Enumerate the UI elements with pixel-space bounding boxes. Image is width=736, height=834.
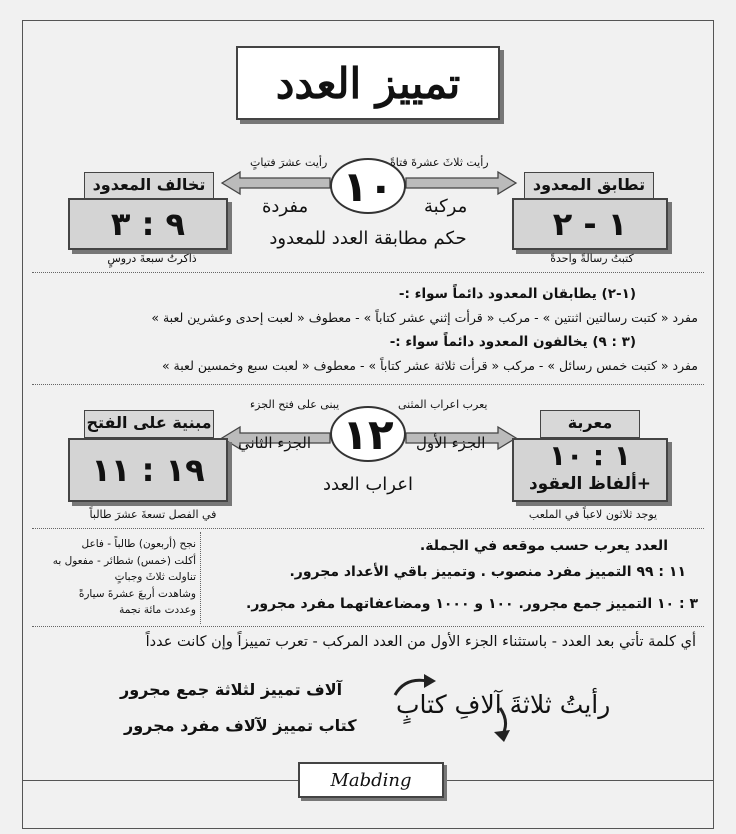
divider (32, 626, 704, 627)
single-word: مفردة (262, 196, 309, 217)
ex-left-2: أكلت (خمس) شطائر - مفعول به (52, 554, 196, 567)
compound-word: مركبة (424, 196, 468, 217)
label-built: مبنية على الفتح (84, 410, 214, 438)
ex-left-3: تناولت ثلاثَ وجباتٍ (114, 571, 196, 583)
final-sentence: رأيتُ ثلاثةَ آلافِ كتابٍ (396, 690, 611, 719)
ex-left-1: نجح (أربعون) طالباً - فاعل (81, 538, 196, 550)
rule-line-1: (١-٢) يطابقان المعدود دائماً سواء :- (398, 286, 636, 302)
rule-line-4: مفرد « كتبت خمس رسائل » - مركب « قرأت ثلاثة عشر كتاباً » - معطوف « لعبت سبع وخمسين لعبة » (161, 358, 698, 373)
ex-left-5: وعددت مائة نجمة (119, 604, 196, 616)
label-match: تطابق المعدود (524, 172, 654, 200)
divider (32, 272, 704, 273)
footer-brand: Mabding (298, 762, 444, 798)
note: أي كلمة تأتي بعد العدد - باستثناء الجزء الأول من العدد المركب - تعرب تمييزاً وإن كانت عدداً (145, 634, 696, 650)
heading-2: اعراب العدد (323, 474, 413, 495)
page-title: تمييز العدد (236, 46, 500, 120)
numbers-declined (512, 438, 668, 502)
divider (32, 528, 704, 529)
center-number-10: ١٠ (330, 158, 406, 214)
example-match: كتبتُ رسالةً واحدةً (550, 252, 634, 265)
numbers-built: ١٩ : ١١ (68, 438, 228, 502)
part-one: الجزء الأول (416, 434, 486, 452)
ex-right-3: ٣ : ١٠ التمييز جمع مجرور. ١٠٠ و ١٠٠٠ ومضاعفاتهما مفرد مجرور. (246, 596, 698, 612)
rule-line-3: (٣ : ٩) يخالفون المعدود دائماً سواء :- (389, 334, 636, 350)
label-differ: تخالف المعدود (84, 172, 214, 200)
label-declined: معربة (540, 410, 640, 438)
rule-heading: حكم مطابقة العدد للمعدود (269, 228, 467, 249)
ex-left-4: وشاهدت أربعَ عشرةَ سيارةً (78, 587, 196, 600)
final-expl-1: آلاف تمييز لثلاثة جمع مجرور (120, 680, 343, 699)
arrow-text-left-2: يبنى على فتح الجزء (250, 398, 340, 411)
arrow-text-right-2: يعرب اعراب المثنى (398, 398, 488, 411)
vertical-divider (200, 532, 201, 624)
rule-line-2: مفرد « كتبت رسالتين اثنتين » - مركب « قرأت إثني عشر كتاباً » - معطوف « لعبت إحدى وعشرين لعبة » (151, 310, 698, 325)
arrow-text-left: رأيت عشرَ فتياتٍ (250, 156, 328, 169)
final-expl-2: كتاب تمييز لآلاف مفرد مجرور (124, 716, 357, 735)
example-declined: يوجد ثلاثون لاعباً في الملعب (528, 508, 658, 521)
ex-right-1: العدد يعرب حسب موقعه في الجملة. (419, 538, 668, 554)
example-differ: ذاكرتُ سبعةَ دروسٍ (107, 252, 197, 265)
numbers-differ: ٩ : ٣ (68, 198, 228, 250)
example-built: في الفصل تسعةَ عشرَ طالباً (89, 508, 217, 521)
center-number-12: ١٢ (330, 406, 406, 462)
ex-right-2: ١١ : ٩٩ التمييز مفرد منصوب . وتمييز باقي الأعداد مجرور. (289, 564, 686, 580)
numbers-declined-value: ١ : ١٠ (549, 439, 631, 472)
numbers-declined-sub: +ألفاظ العقود (528, 474, 652, 494)
examples-left (36, 536, 196, 619)
arrow-text-right: رأيت ثلاثَ عشرةَ فتاةً (390, 156, 489, 169)
divider (32, 384, 704, 385)
numbers-match: ١ - ٢ (512, 198, 668, 250)
part-two: الجزء الثاني (238, 434, 312, 452)
